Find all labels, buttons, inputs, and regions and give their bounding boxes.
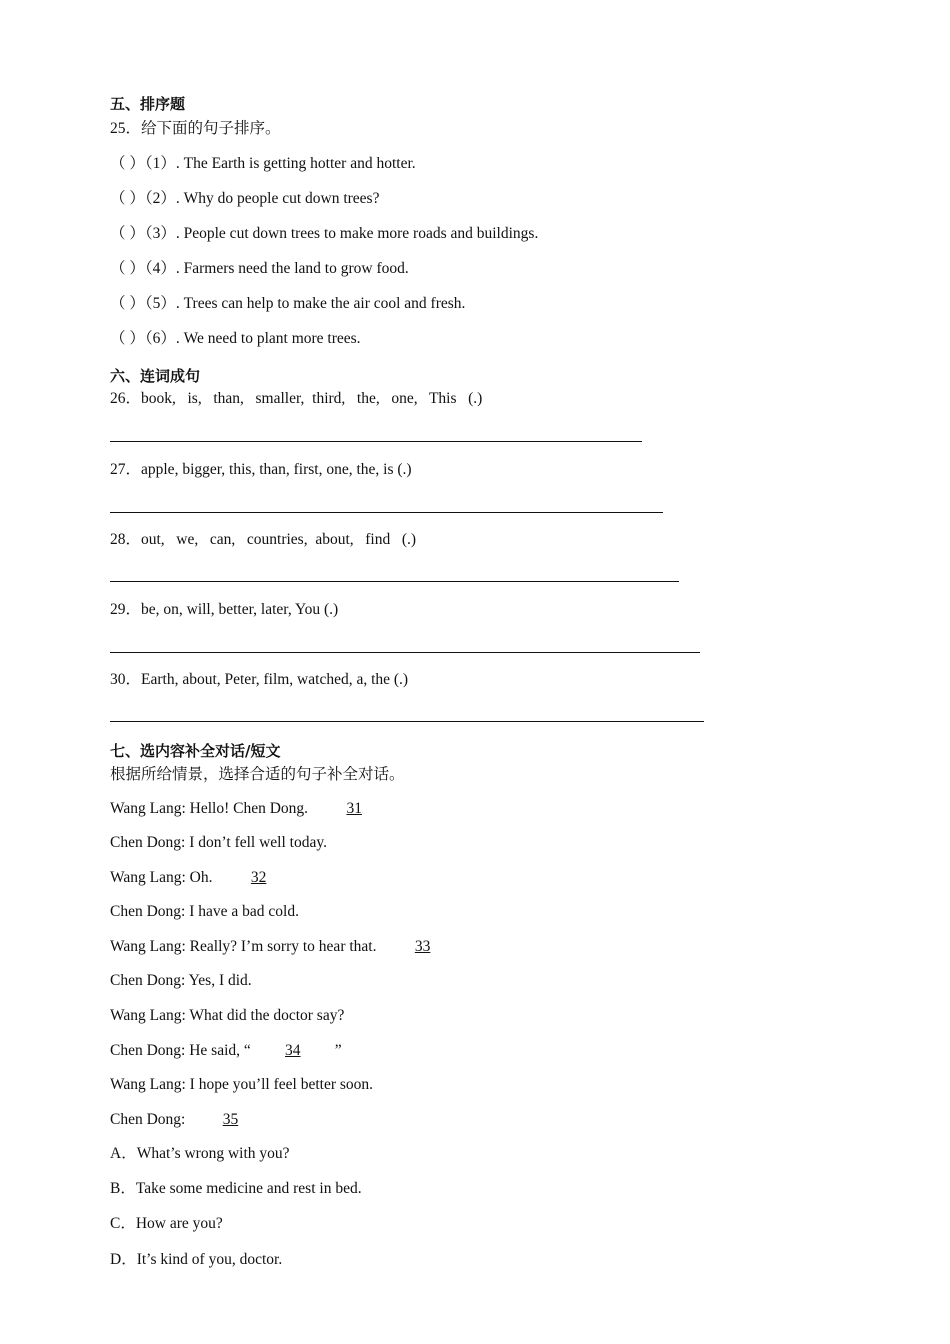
dialogue-line-1	[110, 799, 362, 819]
dialogue-line-10	[110, 1110, 238, 1130]
section-7-heading: 七、选内容补全对话/短文	[110, 742, 281, 760]
blank-32[interactable]: 32	[250, 869, 267, 886]
blank-31[interactable]: 31	[346, 800, 362, 817]
question-29: 29．be, on, will, better, later, You (.)	[110, 601, 339, 618]
dialogue-line-8	[110, 1041, 342, 1061]
dialogue-text: Wang Lang: Hello! Chen Dong.	[110, 800, 312, 817]
question-26: 26．book, is, than, smaller, third, the, one, This (.)	[110, 390, 483, 407]
dialogue-line-2: Chen Dong: I don’t fell well today.	[110, 834, 327, 851]
option-d: D．It’s kind of you, doctor.	[110, 1251, 283, 1268]
section-5-heading: 五、排序题	[110, 95, 186, 113]
blank-34[interactable]: 34	[285, 1042, 301, 1059]
dialogue-text: Chen Dong:	[110, 1111, 190, 1128]
answer-line-27[interactable]	[110, 512, 663, 513]
question-25-prompt: 25．给下面的句子排序。	[110, 120, 281, 137]
answer-line-30[interactable]	[110, 721, 704, 722]
answer-line-29[interactable]	[110, 652, 700, 653]
question-27: 27．apple, bigger, this, than, first, one, the, is (.)	[110, 461, 412, 478]
dialogue-line-6: Chen Dong: Yes, I did.	[110, 972, 252, 989]
dialogue-text: Wang Lang: Really? I’m sorry to hear that.	[110, 938, 381, 955]
answer-line-26[interactable]	[110, 441, 642, 442]
sort-item-3: （ ）（3）. People cut down trees to make more roads and buildings.	[110, 225, 539, 242]
dialogue-line-4: Chen Dong: I have a bad cold.	[110, 903, 299, 920]
sort-item-6: （ ）（6）. We need to plant more trees.	[110, 330, 361, 347]
section-7-instruction: 根据所给情景，选择合适的句子补全对话。	[110, 766, 405, 783]
dialogue-line-3	[110, 868, 266, 888]
answer-line-28[interactable]	[110, 581, 679, 582]
dialogue-line-9: Wang Lang: I hope you’ll feel better soon.	[110, 1076, 374, 1093]
sort-item-4: （ ）（4）. Farmers need the land to grow food.	[110, 260, 409, 277]
option-b: B．Take some medicine and rest in bed.	[110, 1180, 362, 1197]
question-30: 30．Earth, about, Peter, film, watched, a, the (.)	[110, 671, 409, 688]
option-c: C．How are you?	[110, 1215, 223, 1232]
sort-item-5: （ ）（5）. Trees can help to make the air cool and fresh.	[110, 295, 466, 312]
blank-33[interactable]: 33	[414, 938, 431, 955]
closing-quote: ”	[334, 1042, 342, 1059]
option-a: A．What’s wrong with you?	[110, 1145, 290, 1162]
dialogue-line-7: Wang Lang: What did the doctor say?	[110, 1007, 345, 1024]
dialogue-text: Wang Lang: Oh.	[110, 869, 217, 886]
question-28: 28．out, we, can, countries, about, find (.)	[110, 531, 417, 548]
dialogue-line-5	[110, 937, 430, 957]
blank-35[interactable]: 35	[222, 1111, 239, 1128]
dialogue-text: Chen Dong: He said, “	[110, 1042, 251, 1059]
section-6-heading: 六、连词成句	[110, 367, 201, 385]
sort-item-2: （ ）（2）. Why do people cut down trees?	[110, 190, 380, 207]
sort-item-1: （ ）（1）. The Earth is getting hotter and hotter.	[110, 155, 416, 172]
